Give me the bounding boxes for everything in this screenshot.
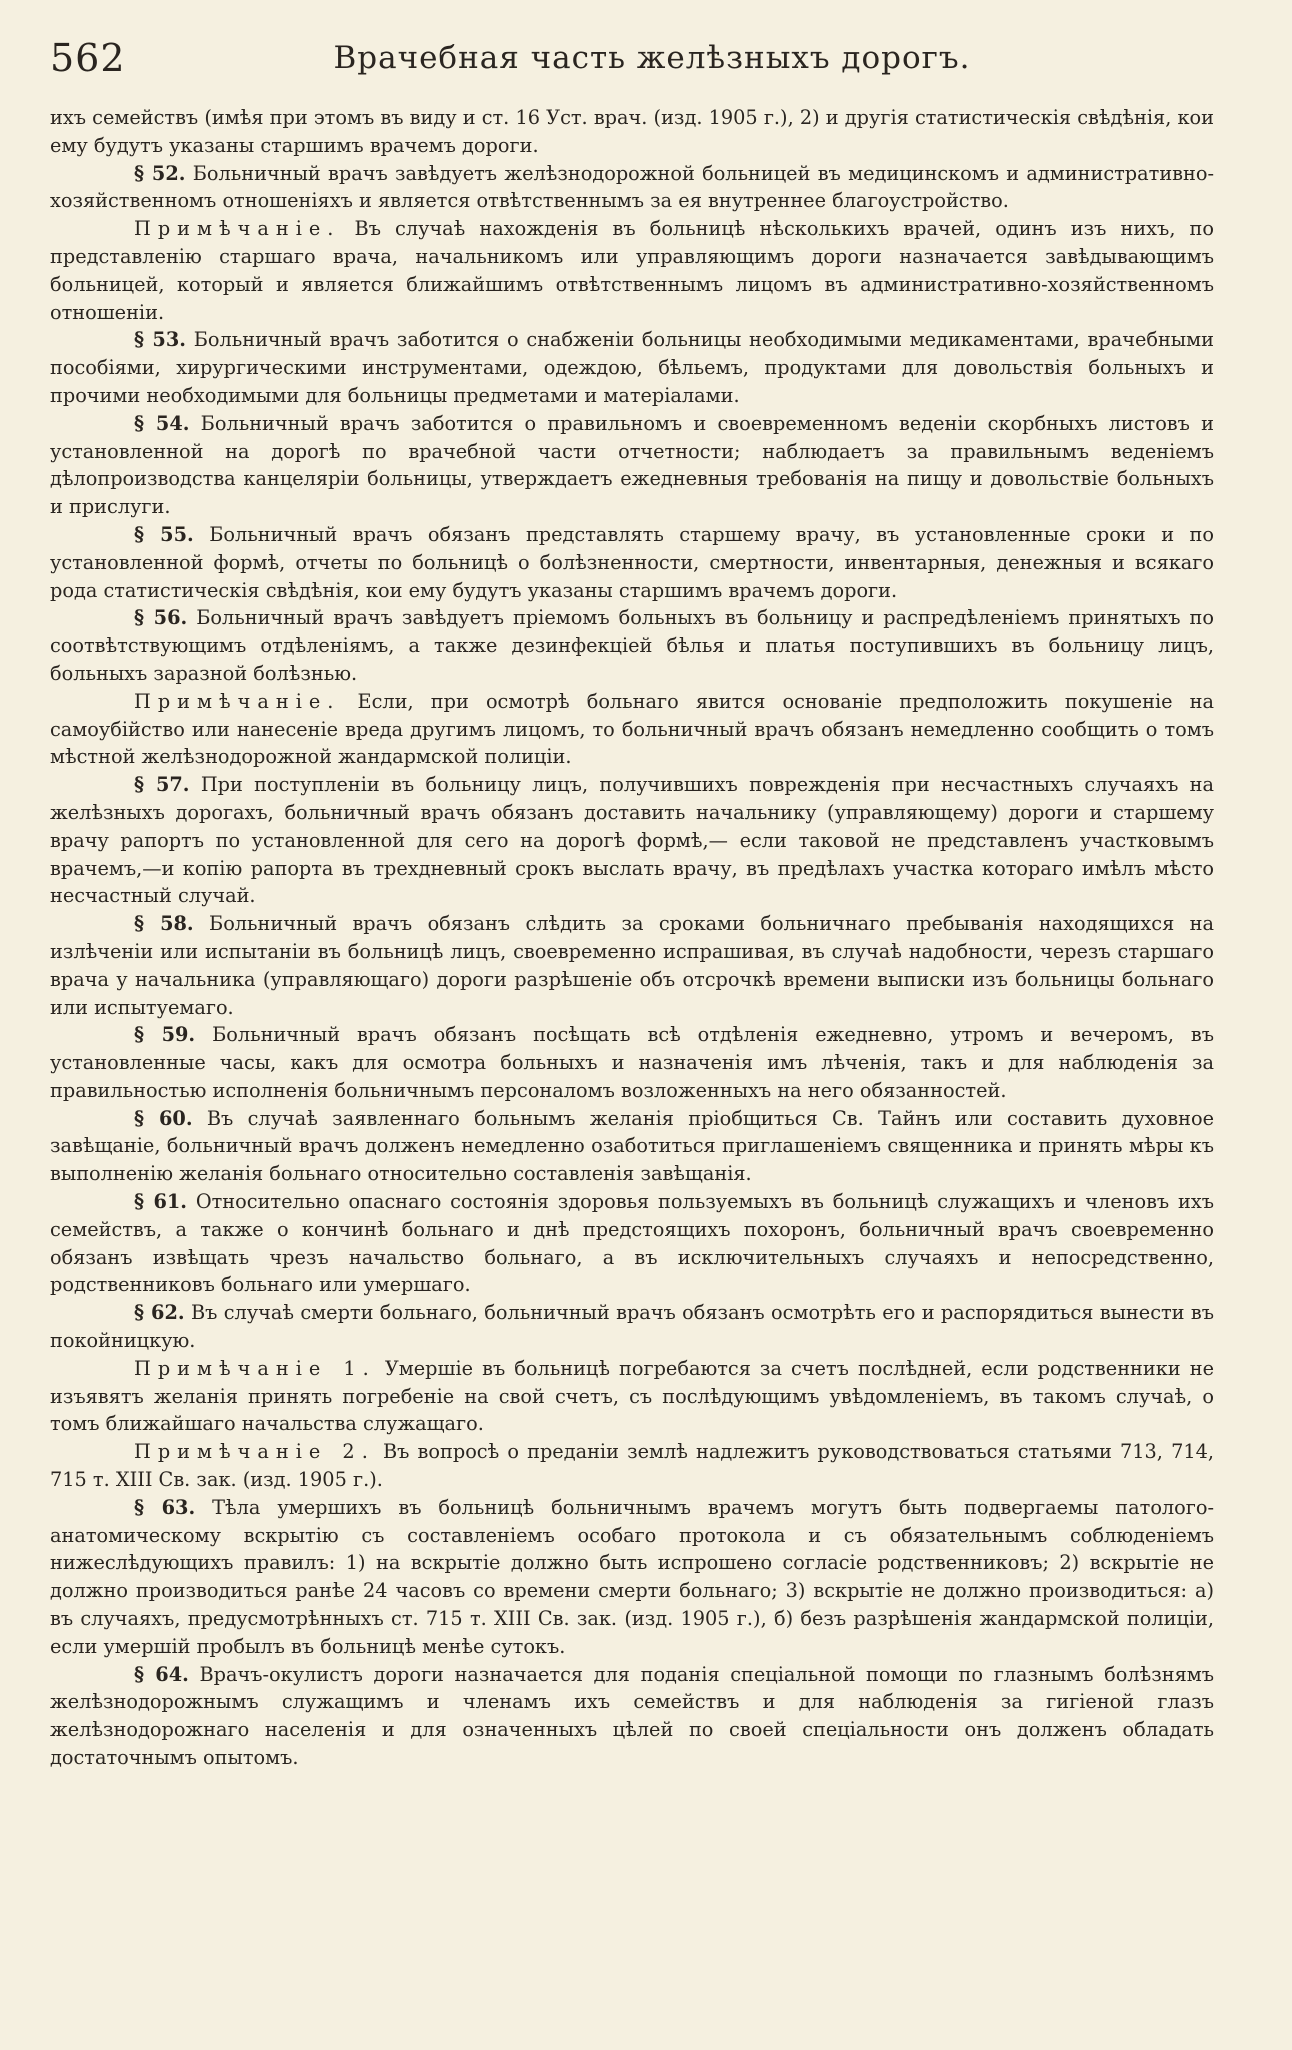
section-paragraph (50, 521, 1214, 604)
section-paragraph (50, 1188, 1214, 1299)
paragraph-text: ихъ семействъ (имѣя при этомъ въ виду и ст. 16 Уст. врач. (изд. 1905 г.), 2) и другія статистическія свѣдѣнія, кои ему будутъ указаны старшимъ врачемъ дороги. (50, 106, 1214, 157)
paragraph-text: Врачъ-окулистъ дороги назначается для поданія спеціальной помощи по глазнымъ болѣзнямъ желѣзнодорожнымъ служащимъ и членамъ ихъ семействъ и для наблюденія за гигіеной глазъ желѣзнодорожнаго населенія и для означенныхъ цѣлей по своей спеціальности онъ долженъ обладать достаточнымъ опытомъ. (50, 1662, 1214, 1770)
section-paragraph (50, 160, 1214, 216)
page-number: 562 (50, 36, 126, 80)
section-paragraph (50, 910, 1214, 1021)
section-paragraph (50, 771, 1214, 910)
paragraph-text: Больничный врачъ обязанъ слѣдить за сроками больничнаго пребыванія находящихся на излѣченіи или испытаніи въ больницѣ лицъ, своевременно испрашивая, въ случаѣ надобности, черезъ старшаго врача у начальника (управляющаго) дороги разрѣшеніе объ отсрочкѣ времени выписки изъ больницы больнаго или испытуемаго. (50, 912, 1214, 1019)
paragraph-text: Больничный врачъ завѣдуетъ желѣзнодорожной больницей въ медицинскомъ и административно-хозяйственномъ отношеніяхъ и является отвѣтственнымъ за ея внутреннее благоустройство. (50, 161, 1214, 213)
note-label: Примѣчаніе 1. (134, 1356, 376, 1380)
paragraph-text: Въ случаѣ смерти больнаго, больничный врачъ обязанъ осмотрѣть его и распорядиться вынести въ покойницкую. (50, 1301, 1214, 1353)
paragraph-text: Въ случаѣ нахожденія въ больницѣ нѣсколькихъ врачей, одинъ изъ нихъ, по представленію старшаго врача, начальникомъ или управляющимъ дороги назначается завѣдывающимъ больницей, который и является ближайшимъ отвѣтственнымъ лицомъ въ административно-хозяйственномъ отношеніи. (50, 217, 1214, 324)
paragraph-text: Въ вопросѣ о преданіи землѣ надлежитъ руководствоваться статьями 713, 714, 715 т. XIII Св. зак. (изд. 1905 г.). (50, 1440, 1214, 1492)
section-number: § 57. (134, 773, 190, 797)
section-paragraph (50, 410, 1214, 521)
running-head: Врачебная часть желѣзныхъ дорогъ. (333, 40, 971, 76)
page-header (50, 28, 1214, 90)
section-number: § 52. (134, 161, 186, 185)
section-paragraph (50, 1299, 1214, 1355)
section-number: § 62. (134, 1301, 185, 1325)
paragraph-text: Относительно опаснаго состоянія здоровья пользуемыхъ въ больницѣ служащихъ и членовъ ихъ семействъ, а также о кончинѣ больнаго и днѣ предстоящихъ похоронъ, больничный врачъ своевременно обязанъ извѣщать чрезъ начальство больнаго, а въ исключительныхъ случаяхъ и непосредственно, родственниковъ больнаго или умершаго. (50, 1190, 1214, 1297)
note-paragraph (50, 688, 1214, 771)
paragraph-text: Больничный врачъ обязанъ посѣщать всѣ отдѣленія ежедневно, утромъ и вечеромъ, въ установленные часы, какъ для осмотра больныхъ и назначенія имъ лѣченія, такъ и для наблюденія за правильностью исполненія больничнымъ персоналомъ возложенныхъ на него обязанностей. (50, 1023, 1214, 1102)
section-paragraph (50, 1105, 1214, 1188)
continued-paragraph (50, 104, 1214, 160)
note-label: Примѣчаніе 2. (134, 1440, 375, 1464)
paragraph-text: Тѣла умершихъ въ больницѣ больничнымъ врачемъ могутъ быть подвергаемы патолого-анатомическому вскрытію съ составленіемъ особаго протокола и съ обязательнымъ соблюденіемъ нижеслѣдующихъ правилъ: 1) на вскрытіе должно быть испрошено согласіе родственниковъ; 2) вскрытіе не должно производиться ранѣе 24 часовъ со времени смерти больнаго; 3) вскрытіе не должно производиться: а) въ случаяхъ, предусмотрѣнныхъ ст. 715 т. XIII Св. зак. (изд. 1905 г.), б) безъ разрѣшенія жандармской полиціи, если умершій пробылъ въ больницѣ менѣе сутокъ. (50, 1495, 1215, 1658)
paragraph-text: Больничный врачъ завѣдуетъ пріемомъ больныхъ въ больницу и распредѣленіемъ принятыхъ по соотвѣтствующимъ отдѣленіямъ, а также дезинфекціей бѣлья и платья поступившихъ въ больницу лицъ, больныхъ заразной болѣзнью. (50, 606, 1215, 685)
section-paragraph (50, 604, 1214, 687)
paragraph-text: Если, при осмотрѣ больнаго явится основаніе предположить покушеніе на самоубійство или нанесеніе вреда другимъ лицомъ, то больничный врачъ обязанъ немедленно сообщить о томъ мѣстной желѣзнодорожной жандармской полиціи. (50, 689, 1214, 769)
section-number: § 53. (134, 328, 186, 352)
section-number: § 54. (134, 411, 190, 435)
section-number: § 58. (134, 912, 194, 936)
note-paragraph (50, 215, 1214, 326)
section-number: § 60. (134, 1106, 193, 1130)
section-number: § 56. (134, 606, 188, 630)
paragraph-text: Умершіе въ больницѣ погребаются за счетъ послѣдней, если родственники не изъявятъ желанія принять погребеніе на свой счетъ, съ послѣдующимъ увѣдомленіемъ, въ такомъ случаѣ, о томъ ближайшаго начальства служащаго. (50, 1356, 1214, 1436)
paragraph-text: Въ случаѣ заявленнаго больнымъ желанія пріобщиться Св. Тайнъ или составить духовное завѣщаніе, больничный врачъ долженъ немедленно озаботиться приглашеніемъ священника и принять мѣры къ выполненію желанія больнаго относительно составленія завѣщанія. (50, 1106, 1214, 1186)
section-number: § 63. (134, 1495, 196, 1519)
section-paragraph (50, 1494, 1214, 1661)
section-number: § 61. (134, 1190, 188, 1214)
paragraph-text: Больничный врачъ обязанъ представлять старшему врачу, въ установленные сроки и по установленной формѣ, отчеты по больницѣ о болѣзненности, смертности, инвентарныя, денежныя и всякаго рода статистическія свѣдѣнія, кои ему будутъ указаны старшимъ врачемъ дороги. (50, 522, 1215, 602)
note-label: Примѣчаніе. (134, 217, 341, 241)
note-paragraph (50, 1438, 1214, 1494)
page-body (50, 104, 1214, 1772)
section-paragraph (50, 1021, 1214, 1104)
section-number: § 64. (134, 1662, 189, 1686)
section-number: § 59. (134, 1023, 196, 1047)
paragraph-text: Больничный врачъ заботится о правильномъ и своевременномъ веденіи скорбныхъ листовъ и установленной на дорогѣ по врачебной части отчетности; наблюдаетъ за правильнымъ веденіемъ дѣлопроизводства канцеляріи больницы, утверждаетъ ежедневныя требованія на пищу и довольствіе больныхъ и прислуги. (50, 411, 1215, 519)
paragraph-text: Больничный врачъ заботится о снабженіи больницы необходимыми медикаментами, врачебными пособіями, хирургическими инструментами, одеждою, бѣльемъ, продуктами для довольствія больныхъ и прочими необходимыми для больницы предметами и матеріалами. (50, 328, 1215, 407)
note-paragraph (50, 1355, 1214, 1438)
section-number: § 55. (134, 522, 194, 546)
section-paragraph (50, 326, 1214, 409)
note-label: Примѣчаніе. (134, 689, 341, 713)
paragraph-text: При поступленіи въ больницу лицъ, получившихъ поврежденія при несчастныхъ случаяхъ на желѣзныхъ дорогахъ, больничный врачъ обязанъ доставить начальнику (управляющему) дороги и старшему врачу рапортъ по установленной для сего на дорогѣ формѣ,— если таковой не представленъ участковымъ врачемъ,—и копію рапорта въ трехдневный срокъ выслать врачу, въ предѣлахъ участка котораго имѣлъ мѣсто несчастный случай. (50, 773, 1214, 908)
section-paragraph (50, 1661, 1214, 1772)
